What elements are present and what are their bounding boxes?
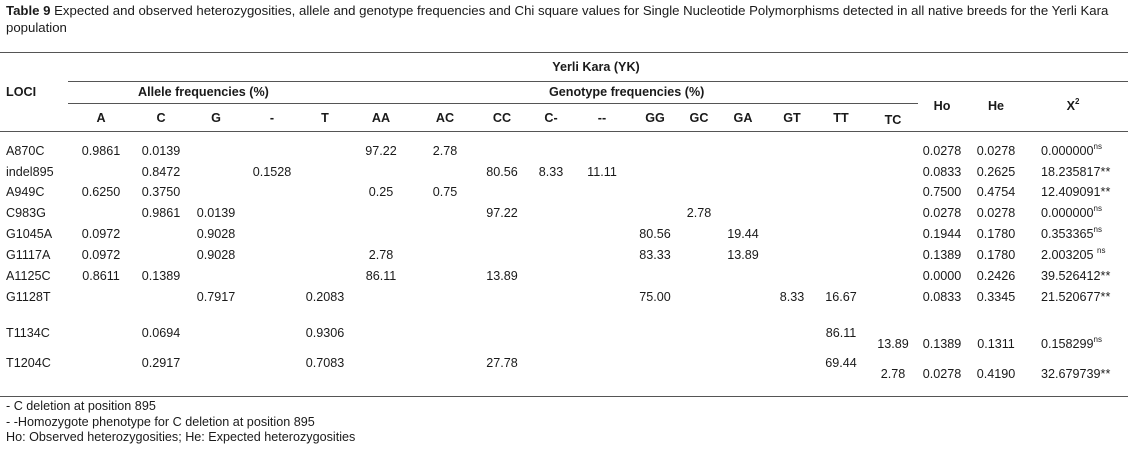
allele-freq-cell: 0.8472 [141,165,181,179]
loci-header: LOCI [6,85,37,99]
he-value: 0.1311 [977,337,1015,351]
allele-freq-cell: 0.9028 [196,248,236,262]
ho-header: Ho [933,99,951,113]
caption-text: Expected and observed heterozygosities, allele and genotype frequencies and Chi square values for Single Nucleotide Polymorphisms detected in all native breeds for the Yerli Kara population [6,3,1109,35]
ho-value: 0.0278 [922,367,962,381]
genotype-col-header: GC [689,111,709,125]
he-value: 0.1780 [976,227,1016,241]
chi-value: 21.520677 [1041,290,1101,304]
table-notes [6,399,355,446]
chi-value: 0.000000 [1041,144,1094,158]
chi-square-value [1041,203,1102,221]
genotype-freq-cell: 0.25 [368,185,394,199]
note-abbreviations: Ho: Observed heterozygosities; He: Expected heterozygosities [6,430,356,444]
genotype-freq-cell: 13.89 [486,269,518,283]
allele-freq-cell: 0.2917 [141,356,181,370]
genotype-freq-cell: 2.78 [368,248,394,262]
allele-freq-cell: 0.7917 [196,290,236,304]
chi-value: 12.409091 [1041,185,1101,199]
allele-freq-cell: 0.0139 [141,144,181,158]
allele-col-header: G [211,111,221,125]
genotype-col-header: GA [733,111,753,125]
chi-square-value [1041,290,1110,305]
genotype-col-header: -- [597,111,607,125]
locus-name: indel895 [6,165,54,179]
significance-stars: ** [1100,165,1111,179]
allele-freq-cell: 0.0694 [141,326,181,340]
ho-value: 0.0833 [922,290,962,304]
genotype-col-header: AA [371,111,391,125]
allele-freq-cell: 0.1528 [252,165,292,179]
genotype-freq-cell: 8.33 [779,290,805,304]
genotype-col-header: GT [783,111,801,125]
chi-square-value [1041,334,1102,352]
table-bottom-rule [0,396,1128,397]
significance-stars: ** [1100,290,1111,304]
population-rule [68,81,1128,82]
chi-square-value [1041,224,1102,242]
population-header: Yerli Kara (YK) [552,60,640,74]
table-top-rule [0,52,1128,53]
ho-value: 0.0278 [922,144,962,158]
ho-value: 0.0278 [922,206,962,220]
locus-name: G1117A [6,248,51,262]
genotype-freq-cell: 2.78 [432,144,458,158]
genotype-freq-cell: 11.11 [587,165,617,179]
allele-freq-cell: 0.9861 [141,206,181,220]
significance-ns: ns [1093,141,1102,151]
genotype-freq-cell: 0.75 [432,185,458,199]
allele-freq-cell: 0.8611 [82,269,120,283]
genotype-freq-cell: 80.56 [486,165,518,179]
he-value: 0.0278 [976,144,1016,158]
significance-ns: ns [1097,245,1106,255]
chi-value: 39.526412 [1041,269,1101,283]
allele-freq-cell: 0.9861 [81,144,121,158]
significance-stars: ** [1100,185,1111,199]
allele-freq-cell: 0.6250 [81,185,121,199]
locus-name: A949C [6,185,45,199]
genotype-freq-cell: 8.33 [538,165,564,179]
genotype-freq-cell: 97.22 [486,206,518,220]
allele-freq-cell: 0.2083 [305,290,345,304]
he-value: 0.3345 [976,290,1016,304]
locus-name: G1128T [6,290,51,304]
significance-ns: ns [1093,203,1102,213]
allele-freq-cell: 0.0972 [81,248,121,262]
genotype-group-header: Genotype frequencies (%) [549,85,705,99]
chi-value: 0.158299 [1041,337,1094,351]
chi-superscript: 2 [1074,96,1080,106]
genotype-col-header: C- [544,111,558,125]
note-homozygote: - -Homozygote phenotype for C deletion at position 895 [6,414,315,429]
allele-col-header: T [321,111,329,125]
chi-square-value [1041,165,1110,180]
chi-value: 0.000000 [1041,206,1094,220]
allele-freq-cell: 0.9028 [196,227,236,241]
genotype-freq-cell: 80.56 [639,227,671,241]
he-header: He [987,99,1005,113]
chi-square-header [1066,96,1080,114]
chi-square-value [1041,141,1102,159]
genotype-col-header: TT [833,111,849,125]
chi-value: 2.003205 [1041,248,1098,262]
chi-square-value [1041,269,1110,284]
chi-symbol: X [1066,99,1075,113]
allele-col-header: A [96,111,106,125]
locus-name: C983G [6,206,46,220]
genotype-col-header: TC [884,113,902,127]
genotype-col-header: CC [492,111,512,125]
significance-stars: ** [1100,269,1111,283]
chi-value: 32.679739 [1041,367,1101,381]
header-bottom-rule [0,131,1128,132]
genotype-freq-cell: 13.89 [877,337,909,351]
note-deletion: - C deletion at position 895 [6,399,156,413]
ho-value: 0.1944 [922,227,962,241]
genotype-col-header: GG [645,111,665,125]
genotype-freq-cell: 16.67 [825,290,857,304]
allele-group-header: Allele frequencies (%) [138,85,269,99]
allele-col-header: - [269,111,275,125]
genotype-freq-cell: 97.22 [365,144,397,158]
allele-freq-cell: 0.0139 [196,206,236,220]
genotype-freq-cell: 13.89 [727,248,759,262]
allele-col-header: C [156,111,166,125]
ho-value: 0.1389 [922,248,962,262]
significance-ns: ns [1093,334,1102,344]
ho-value: 0.0833 [922,165,962,179]
ho-value: 0.7500 [922,185,962,199]
locus-name: A870C [6,144,45,158]
he-value: 0.2625 [976,165,1016,179]
allele-freq-cell: 0.0972 [81,227,121,241]
allele-freq-cell: 0.7083 [305,356,345,370]
chi-square-value [1041,185,1110,200]
locus-name: A1125C [6,269,51,283]
ho-value: 0.1389 [922,337,962,351]
significance-stars: ** [1100,367,1111,381]
genotype-freq-cell: 19.44 [727,227,759,241]
he-value: 0.1780 [976,248,1016,262]
allele-freq-cell: 0.1389 [141,269,181,283]
genotype-freq-cell: 69.44 [825,356,857,370]
chi-value: 0.353365 [1041,227,1094,241]
chi-value: 18.235817 [1041,165,1101,179]
genotype-freq-cell: 86.11 [365,269,397,283]
genotype-freq-cell: 2.78 [686,206,712,220]
allele-freq-cell: 0.3750 [141,185,181,199]
locus-name: T1204C [6,356,51,370]
genotype-freq-cell: 83.33 [639,248,671,262]
chi-square-value [1041,245,1106,263]
he-value: 0.4190 [976,367,1016,381]
significance-ns: ns [1093,224,1102,234]
genotype-freq-cell: 27.78 [486,356,518,370]
genotype-freq-cell: 86.11 [825,326,857,340]
he-value: 0.2426 [976,269,1016,283]
group-rule [68,103,918,104]
table-label: Table 9 [6,3,51,18]
ho-value: 0.0000 [922,269,962,283]
genotype-freq-cell: 2.78 [880,367,906,381]
chi-square-value [1041,367,1110,382]
he-value: 0.4754 [976,185,1016,199]
table-caption [6,2,1116,36]
locus-name: G1045A [6,227,53,241]
he-value: 0.0278 [976,206,1016,220]
genotype-col-header: AC [435,111,455,125]
allele-freq-cell: 0.9306 [305,326,345,340]
locus-name: T1134C [6,326,50,340]
genotype-freq-cell: 75.00 [639,290,671,304]
